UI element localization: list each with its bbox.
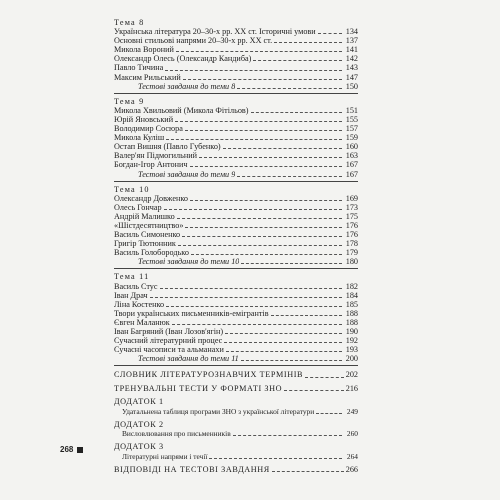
entry-page: 188 [345,317,358,327]
entry-title: Українська література 20–30-х рр. XX ст. Історичні умови [114,27,316,37]
toc-entry [114,221,358,230]
topic-heading: Тема 9 [114,96,145,106]
entry-title: Сучасний літературний процес [114,336,223,346]
entry-page: 143 [345,63,358,73]
leader-dots [166,139,342,140]
test-entry [114,257,358,266]
entry-page: 180 [345,257,358,267]
entry-title: Микола Вороний [114,45,174,55]
section-divider [114,365,358,366]
leader-dots [185,227,342,228]
toc-entry [114,282,358,291]
entry-title: Остап Вишня (Павло Губенко) [114,142,221,152]
entry-title: Твори українських письменників-емігрантів [114,308,269,318]
leader-dots [165,70,342,71]
entry-page: 167 [345,160,358,170]
test-entry [114,170,358,179]
entry-page: 134 [345,27,358,37]
entry-page: 173 [345,202,358,212]
toc-entry [114,54,358,63]
glossary-title: СЛОВНИК ЛІТЕРАТУРОЗНАВЧИХ ТЕРМІНІВ [114,370,304,380]
entry-title: Юрій Яновський [114,114,174,124]
entry-page: 155 [345,114,358,124]
appendix1-sub: Удатальнена таблиця програми ЗНО з української літератури [122,406,315,416]
toc-entry [114,142,358,151]
topic-heading: Тема 8 [114,18,145,27]
entry-page: 142 [345,54,358,64]
entry-title: Тестові завдання до теми 9 [138,169,236,179]
entry-title: Євген Маланюк [114,317,170,327]
entry-page: 176 [345,230,358,240]
leader-dots [274,42,342,43]
folio-text: 268 [60,445,74,454]
appendix1-entry [114,407,358,416]
leader-dots [237,88,342,89]
entry-page: 150 [345,81,358,91]
appendix2-page: 260 [346,429,358,439]
entry-page: 147 [345,72,358,82]
leader-dots [253,60,342,61]
entry-title: Олександр Довженко [114,193,188,203]
toc-entry [114,318,358,327]
appendix2-sub: Висловлювання про письменників [122,429,231,439]
topics-list [114,18,358,366]
toc-entry [114,300,358,309]
entry-page: 169 [345,193,358,203]
leader-dots [233,435,342,436]
toc-entry [114,327,358,336]
appendix3-title: ДОДАТОК 3 [114,442,164,452]
entry-title: Василь Голобородько [114,248,189,258]
table-of-contents [114,17,358,474]
entry-page: 200 [345,354,358,364]
leader-dots [223,148,342,149]
entry-page: 185 [345,299,358,309]
appendix2-title: ДОДАТОК 2 [114,419,164,429]
entry-title: Сучасні часописи та альманахи [114,345,224,355]
leader-dots [271,315,342,316]
leader-dots [224,342,342,343]
leader-dots [241,360,342,361]
toc-entry [114,309,358,318]
leader-dots [284,390,344,391]
entry-title: Микола Хвильовий (Микола Фітільов) [114,105,249,115]
leader-dots [272,471,344,472]
entry-title: Василь Симоненко [114,230,181,240]
entry-title: «Шістдесятництво» [114,220,184,230]
entry-title: Андрій Малишко [114,211,175,221]
entry-title: Микола Куліш [114,133,165,143]
section-divider [114,268,358,269]
glossary-page: 202 [345,370,358,380]
toc-entry [114,27,358,36]
entry-title: Григір Тютюнник [114,239,176,249]
entry-title: Тестові завдання до теми 11 [138,354,239,364]
toc-entry [114,106,358,115]
toc-entry [114,133,358,142]
topic-heading: Тема 11 [114,272,150,282]
entry-page: 163 [345,151,358,161]
leader-dots [191,254,342,255]
appendix3-sub: Літературні напрями і течії [122,451,208,461]
toc-entry [114,124,358,133]
appendix1-page: 249 [346,406,358,416]
leader-dots [182,236,342,237]
answers-page: 266 [345,464,358,474]
toc-entry [114,73,358,82]
entry-page: 159 [345,133,358,143]
entry-page: 175 [345,211,358,221]
test-entry [114,354,358,363]
toc-entry [114,160,358,169]
leader-dots [199,157,342,158]
section-divider [114,181,358,182]
toc-entry [114,230,358,239]
entry-page: 176 [345,220,358,230]
page-number [60,445,83,454]
entry-page: 157 [345,124,358,134]
answers-entry [114,465,358,475]
toc-entry [114,151,358,160]
entry-title: Валер'ян Підмогильний [114,151,197,161]
toc-entry [114,194,358,203]
practice-page: 216 [345,383,358,393]
leader-dots [176,51,342,52]
leader-dots [150,297,342,298]
entry-page: 192 [345,336,358,346]
entry-page: 167 [345,169,358,179]
toc-entry [114,248,358,257]
entry-page: 137 [345,36,358,46]
entry-page: 178 [345,239,358,249]
leader-dots [185,130,342,131]
entry-page: 141 [345,45,358,55]
appendix2-entry [114,429,358,438]
section-divider [114,93,358,94]
leader-dots [160,288,342,289]
toc-entry [114,63,358,72]
toc-entry [114,212,358,221]
entry-page: 182 [345,281,358,291]
topic-heading: Тема 10 [114,184,150,194]
leader-dots [172,324,342,325]
toc-entry [114,45,358,54]
entry-title: Максим Рильський [114,72,181,82]
entry-title: Іван Драч [114,290,148,300]
glossary-entry [114,370,358,380]
entry-title: Василь Стус [114,281,158,291]
leader-dots [190,166,342,167]
toc-entry [114,336,358,345]
appendix1-title: ДОДАТОК 1 [114,397,164,407]
leader-dots [225,333,342,334]
entry-title: Богдан-Ігор Антонич [114,160,188,170]
leader-dots [318,33,342,34]
toc-entry [114,36,358,45]
entry-page: 160 [345,142,358,152]
entry-title: Тестові завдання до теми 8 [138,81,236,91]
toc-entry [114,239,358,248]
leader-dots [237,176,342,177]
leader-dots [316,413,342,414]
appendix3-page: 264 [346,451,358,461]
entry-title: Основні стильові напрями 20–30-х рр. XX ст. [114,36,273,46]
entry-title: Володимир Сосюра [114,124,183,134]
leader-dots [166,306,342,307]
leader-dots [175,121,342,122]
leader-dots [178,245,342,246]
appendix3-entry [114,452,358,461]
toc-entry [114,345,358,354]
leader-dots [164,209,342,210]
entry-title: Павло Тичина [114,63,164,73]
entry-title: Ліна Костенко [114,299,165,309]
leader-dots [241,263,342,264]
leader-dots [251,112,342,113]
entry-page: 190 [345,327,358,336]
test-entry [114,82,358,91]
toc-entry [114,115,358,124]
toc-entry [114,291,358,300]
leader-dots [226,351,342,352]
entry-title: Тестові завдання до теми 10 [138,257,240,267]
folio-square-icon [77,447,83,453]
entry-title: Іван Багряний (Іван Лозов'ягін) [114,327,224,336]
leader-dots [177,218,342,219]
leader-dots [305,377,344,378]
practice-title: ТРЕНУВАЛЬНІ ТЕСТИ У ФОРМАТІ ЗНО [114,383,283,393]
entry-page: 188 [345,308,358,318]
leader-dots [183,79,342,80]
leader-dots [190,200,342,201]
entry-title: Олесь Гончар [114,202,162,212]
leader-dots [209,458,342,459]
answers-title: ВІДПОВІДІ НА ТЕСТОВІ ЗАВДАННЯ [114,464,270,474]
entry-page: 151 [345,105,358,115]
entry-page: 179 [345,248,358,258]
entry-title: Олександр Олесь (Олександр Кандиба) [114,54,252,64]
entry-page: 184 [345,290,358,300]
practice-entry [114,384,358,394]
toc-entry [114,203,358,212]
entry-page: 193 [345,345,358,355]
